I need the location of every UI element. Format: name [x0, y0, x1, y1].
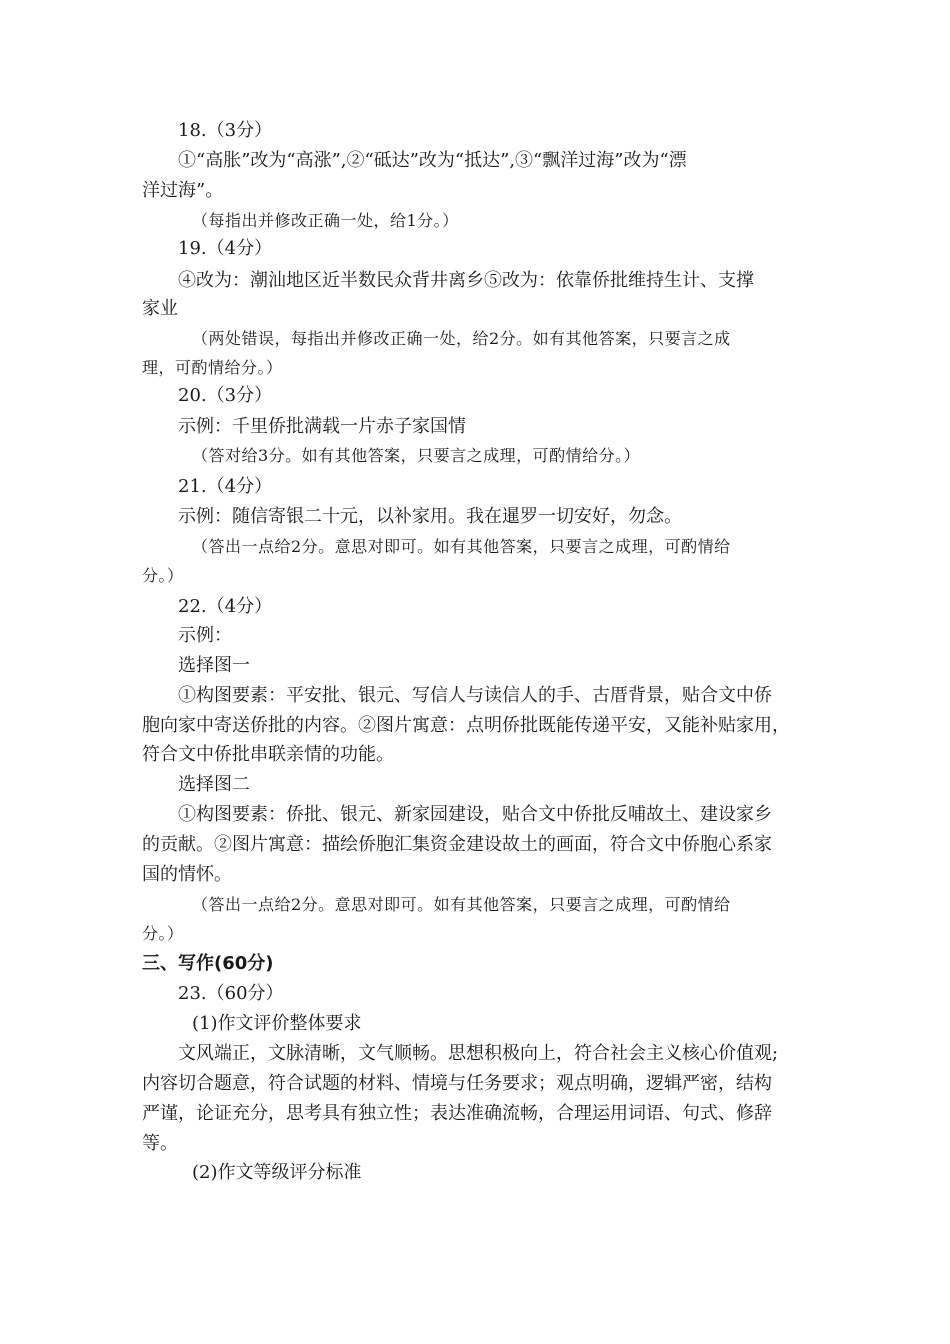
q18-scoring-note: （每指出并修改正确一处，给1分。）	[192, 211, 459, 230]
q22-number: 22.（4分）	[178, 596, 273, 617]
q20-number: 20.（3分）	[178, 385, 273, 406]
q20-scoring-note: （答对给3分。如有其他答案，只要言之成理，可酌情给分。）	[192, 446, 641, 465]
q19-scoring-note-line1: （两处错误，每指出并修改正确一处，给2分。如有其他答案，只要言之成	[192, 329, 731, 348]
q22-scoring-note-line1: （答出一点给2分。意思对即可。如有其他答案，只要言之成理，可酌情给	[192, 895, 731, 914]
q21-scoring-note-line2: 分。）	[142, 566, 184, 585]
q20-example: 示例：千里侨批满载一片赤子家国情	[178, 416, 466, 437]
q23-sub1-line2: 内容切合题意，符合试题的材料、情境与任务要求；观点明确，逻辑严密，结构	[142, 1073, 772, 1094]
q22-choice2-title: 选择图二	[178, 774, 250, 795]
q23-sub1-line1: 文风端正，文脉清晰，文气顺畅。思想积极向上，符合社会主义核心价值观;	[178, 1043, 779, 1064]
q22-choice1-title: 选择图一	[178, 655, 250, 676]
q19-scoring-note-line2: 理，可酌情给分。）	[142, 358, 283, 377]
q22-scoring-note-line2: 分。）	[142, 924, 184, 943]
q21-number: 21.（4分）	[178, 476, 273, 497]
section-heading-writing: 三、写作(60分)	[142, 953, 274, 974]
q18-answer-line2: 洋过海”。	[142, 180, 224, 201]
q22-choice2-line3: 国的情怀。	[142, 864, 232, 885]
q23-sub1-title: (1)作文评价整体要求	[192, 1013, 362, 1034]
q19-number: 19.（4分）	[178, 238, 273, 259]
q22-example-label: 示例：	[178, 625, 232, 646]
q18-number: 18.（3分）	[178, 120, 273, 141]
q23-sub2-title: (2)作文等级评分标准	[192, 1162, 362, 1183]
q23-sub1-line4: 等。	[142, 1133, 178, 1154]
q22-choice1-line2: 胞向家中寄送侨批的内容。②图片寓意：点明侨批既能传递平安，又能补贴家用，	[142, 715, 790, 736]
q22-choice1-line1: ①构图要素：平安批、银元、写信人与读信人的手、古厝背景，贴合文中侨	[178, 685, 772, 706]
q21-scoring-note-line1: （答出一点给2分。意思对即可。如有其他答案，只要言之成理，可酌情给	[192, 537, 731, 556]
q21-example: 示例：随信寄银二十元，以补家用。我在暹罗一切安好，勿念。	[178, 506, 682, 527]
q22-choice2-line1: ①构图要素：侨批、银元、新家园建设，贴合文中侨批反哺故土、建设家乡	[178, 804, 772, 825]
q23-number: 23.（60分）	[178, 983, 284, 1004]
q23-sub1-line3: 严谨，论证充分，思考具有独立性；表达准确流畅，合理运用词语、句式、修辞	[142, 1103, 772, 1124]
q19-answer-line2: 家业	[142, 298, 178, 319]
q18-answer-line1: ①“高胀”改为“高涨”,②“砥达”改为“抵达”,③“飘洋过海”改为“漂	[178, 150, 687, 171]
q22-choice2-line2: 的贡献。②图片寓意：描绘侨胞汇集资金建设故土的画面，符合文中侨胞心系家	[142, 834, 772, 855]
q22-choice1-line3: 符合文中侨批串联亲情的功能。	[142, 744, 394, 765]
q19-answer-line1: ④改为：潮汕地区近半数民众背井离乡⑤改为：依靠侨批维持生计、支撑	[178, 270, 754, 291]
